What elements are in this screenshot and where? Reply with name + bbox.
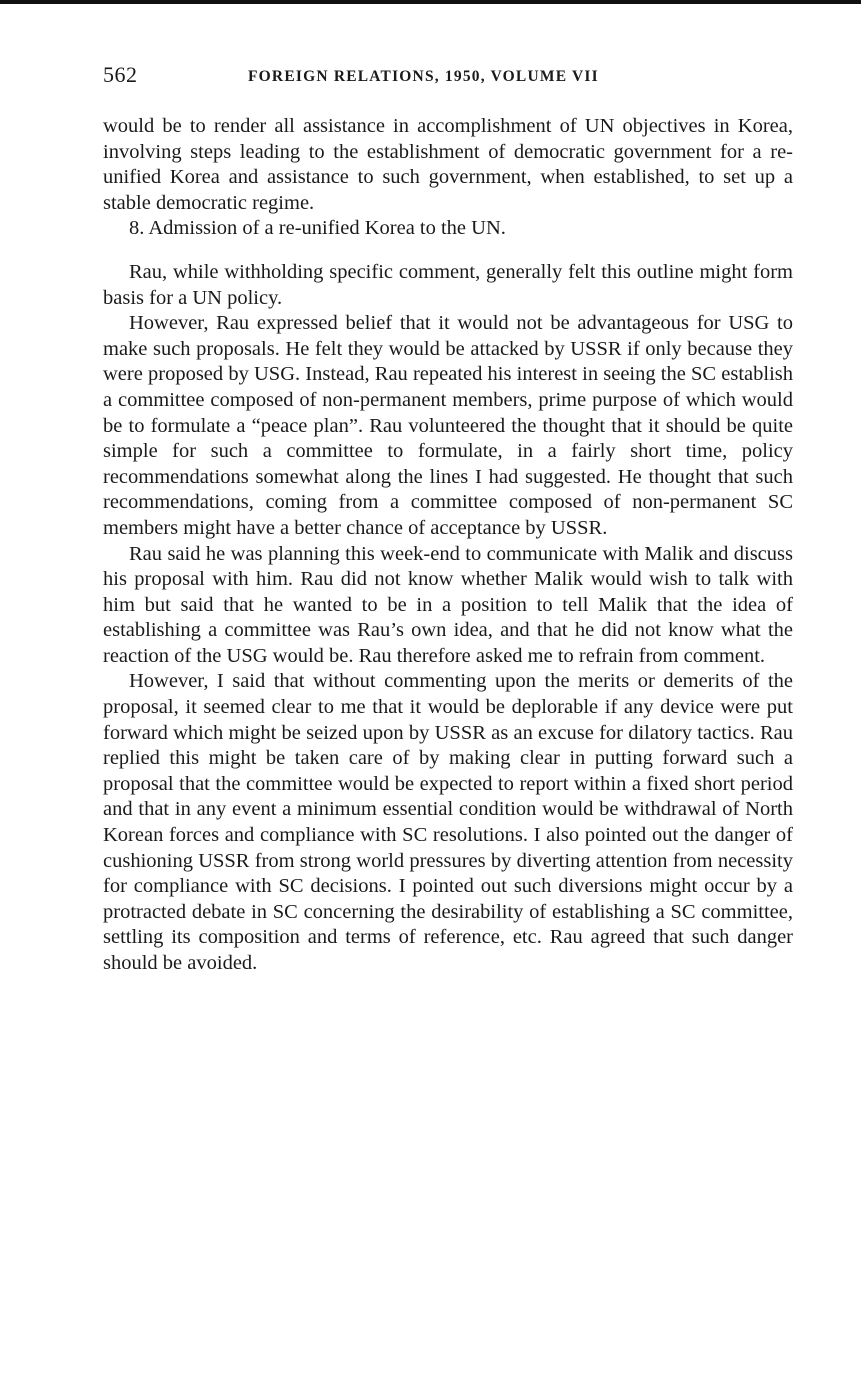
page-top-border [0, 0, 861, 4]
body-text [103, 114, 793, 977]
header-title: FOREIGN RELATIONS, 1950, VOLUME VII [248, 68, 599, 85]
paragraph: However, Rau expressed belief that it would not be advantageous for USG to make such proposals. He felt they would be attacked by USSR if only because they were proposed by USG. Instead, Rau repeated his interest in seeing the SC establish a committee composed of non-permanent members, prime purpose of which would be to formulate a “peace plan”. Rau volunteered the thought that it should be quite simple for such a committee to formulate, in a fairly short time, policy recommendations somewhat along the lines I had suggested. He thought that such recommendations, coming from a committee composed of non-permanent SC members might have a better chance of acceptance by USSR. [103, 312, 793, 539]
page-number: 562 [103, 62, 138, 87]
document-page [103, 62, 793, 977]
running-head [103, 62, 793, 92]
numbered-item-8: 8. Admission of a re-unified Korea to the UN. [129, 217, 506, 240]
paragraph: Rau, while withholding specific comment, generally felt this outline might form basis for a UN policy. [103, 260, 793, 309]
paragraph-continuation: would be to render all assistance in accomplishment of UN objectives in Korea, involving steps leading to the establishment of democratic government for a re-unified Korea and assistance to such government, when established, to set up a stable democratic regime. [103, 115, 793, 214]
paragraph: Rau said he was planning this week-end to communicate with Malik and discuss his proposal with him. Rau did not know whether Malik would wish to talk with him but said that he wanted to be in a position to tell Malik that the idea of establishing a committee was Rau’s own idea, and that he did not know what the reaction of the USG would be. Rau therefore asked me to refrain from comment. [103, 542, 793, 667]
paragraph: However, I said that without commenting upon the merits or demerits of the proposal, it seemed clear to me that it would be deplorable if any device were put forward which might be seized upon by USSR as an excuse for dilatory tactics. Rau replied this might be taken care of by making clear in putting forward such a proposal that the committee would be expected to report within a fixed short period and that in any event a minimum essential condition would be withdrawal of North Korean forces and compliance with SC resolutions. I also pointed out the danger of cushioning USSR from strong world pressures by diverting attention from necessity for compliance with SC decisions. I pointed out such diversions might occur by a protracted debate in SC concerning the desirability of establishing a SC committee, settling its composition and terms of reference, etc. Rau agreed that such danger should be avoided. [103, 670, 793, 974]
